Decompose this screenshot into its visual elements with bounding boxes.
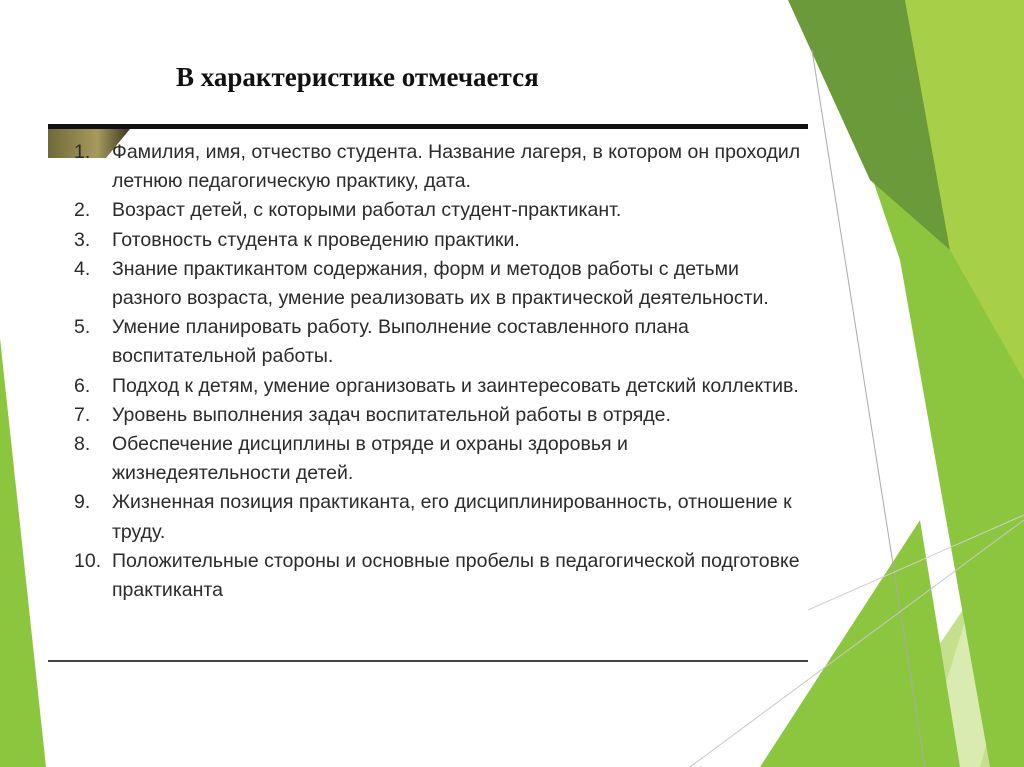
item-number: 6. [74,374,91,397]
list-item [48,313,802,371]
content-panel [48,124,808,662]
list-item [48,488,802,546]
left-green-triangle [0,338,46,767]
item-text: Готовность студента к проведению практики. [112,228,520,251]
list-item [48,226,802,255]
item-text: Фамилия, имя, отчество студента. Название лагеря, в котором он проходил летнюю педагогическую практику, дата. [112,141,801,193]
top-rule [48,124,808,129]
item-text: Положительные стороны и основные пробелы в педагогической подготовке практиканта [112,549,800,602]
list-item [48,372,802,401]
characteristics-list [48,138,802,605]
item-text: Знание практикантом содержания, форм и методов работы с детьми разного возраста, умение реализовать их в практической деятельности. [112,257,769,310]
list-item [48,255,802,313]
list-item [48,401,802,430]
list-item [48,430,802,488]
item-number: 2. [74,199,91,222]
item-number: 7. [74,403,91,426]
item-number: 1. [74,141,91,163]
list-item [48,547,802,605]
item-text: Обеспечение дисциплины в отряде и охраны здоровья и жизнедеятельности детей. [112,433,628,485]
item-number: 10. [74,549,102,572]
list-item [48,196,802,225]
list-item [48,138,802,196]
item-number: 8. [74,433,91,456]
item-number: 4. [74,257,91,280]
item-number: 3. [74,228,91,251]
item-text: Возраст детей, с которыми работал студент-практикант. [112,199,622,222]
bottom-rule [48,660,808,662]
item-number: 5. [74,316,91,339]
item-text: Подход к детям, умение организовать и заинтересовать детский коллектив. [112,374,799,397]
slide-title: В характеристике отмечается [176,62,539,92]
item-text: Уровень выполнения задач воспитательной работы в отряде. [112,403,671,426]
item-number: 9. [74,491,91,514]
item-text: Умение планировать работу. Выполнение составленного плана воспитательной работы. [112,316,689,368]
item-text: Жизненная позиция практиканта, его дисциплинированность, отношение к труду. [112,491,792,543]
